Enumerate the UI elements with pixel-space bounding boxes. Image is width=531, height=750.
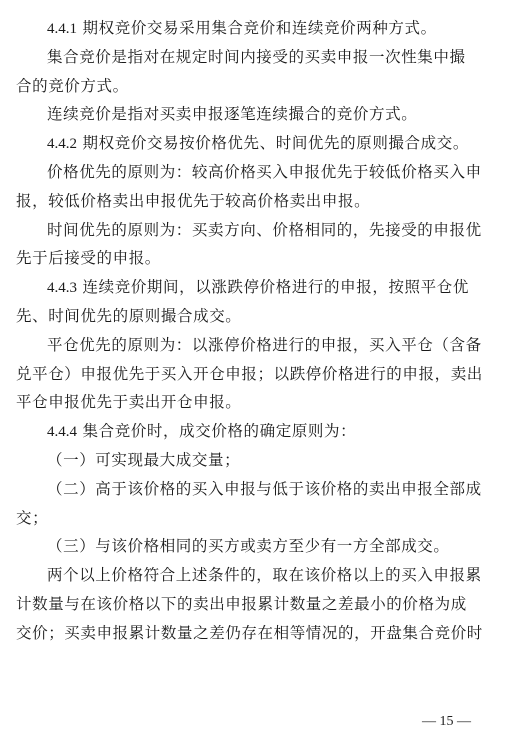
paragraph-line [16, 72, 498, 101]
paragraph-line [16, 273, 498, 302]
paragraph-line [16, 100, 498, 129]
line-text: 集合竞价时，成交价格的确定原则为： [77, 422, 357, 441]
line-text: 平仓申报优先于卖出开仓申报。 [16, 393, 242, 412]
line-text: 兑平仓）申报优先于买入开仓申报；以跌停价格进行的申报，卖出 [16, 364, 483, 383]
line-text: 集合竞价是指对在规定时间内接受的买卖申报一次性集中撮 [47, 47, 466, 66]
paragraph-line [16, 532, 498, 561]
line-text: 连续竞价是指对买卖申报逐笔连续撮合的竞价方式。 [47, 105, 418, 124]
line-text: 报，较低价格卖出申报优先于较高价格卖出申报。 [16, 191, 371, 210]
line-text: 先、时间优先的原则撮合成交。 [16, 306, 242, 325]
paragraph-line [16, 14, 498, 43]
paragraph-line [16, 244, 498, 273]
paragraph-line [16, 504, 498, 533]
line-text: 合的竞价方式。 [16, 76, 129, 95]
line-text: 两个以上价格符合上述条件的，取在该价格以上的买入申报累 [47, 566, 482, 585]
paragraph-line [16, 590, 498, 619]
clause-number: 4.4.1 [47, 21, 77, 37]
paragraph-line [16, 216, 498, 245]
paragraph-line [16, 302, 498, 331]
paragraph-line [16, 43, 498, 72]
line-text: 交； [16, 508, 49, 527]
clause-number: 4.4.3 [47, 280, 77, 297]
paragraph-line [16, 446, 498, 475]
paragraph-line [16, 129, 498, 158]
line-text: 期权竞价交易采用集合竞价和连续竞价两种方式。 [77, 19, 437, 37]
line-text: 时间优先的原则为：买卖方向、价格相同的，先接受的申报优 [47, 220, 482, 239]
document-body [16, 14, 498, 648]
page-number: — 15 — [422, 714, 471, 729]
paragraph-line [16, 360, 498, 389]
line-text: 平仓优先的原则为：以涨停价格进行的申报，买入平仓（含备 [47, 335, 482, 354]
line-text: 连续竞价期间，以涨跌停价格进行的申报，按照平仓优 [77, 278, 469, 297]
clause-number: 4.4.2 [47, 136, 77, 153]
clause-number: 4.4.4 [47, 424, 77, 441]
paragraph-line [16, 388, 498, 417]
line-text: （三）与该价格相同的买方或卖方至少有一方全部成交。 [47, 537, 450, 556]
paragraph-line [16, 475, 498, 504]
paragraph-line [16, 619, 498, 648]
line-text: 交价；买卖申报累计数量之差仍存在相等情况的，开盘集合竞价时 [16, 623, 483, 642]
line-text: 价格优先的原则为：较高价格买入申报优先于较低价格买入申 [47, 162, 482, 181]
paragraph-line [16, 561, 498, 590]
paragraph-line [16, 417, 498, 446]
paragraph-line [16, 331, 498, 360]
paragraph-line [16, 187, 498, 216]
line-text: （一）可实现最大成交量； [47, 450, 241, 469]
line-text: 计数量与在该价格以下的卖出申报累计数量之差最小的价格为成 [16, 594, 467, 613]
line-text: （二）高于该价格的买入申报与低于该价格的卖出申报全部成 [47, 479, 482, 498]
paragraph-line [16, 158, 498, 187]
line-text: 先于后接受的申报。 [16, 249, 161, 268]
line-text: 期权竞价交易按价格优先、时间优先的原则撮合成交。 [77, 134, 469, 153]
